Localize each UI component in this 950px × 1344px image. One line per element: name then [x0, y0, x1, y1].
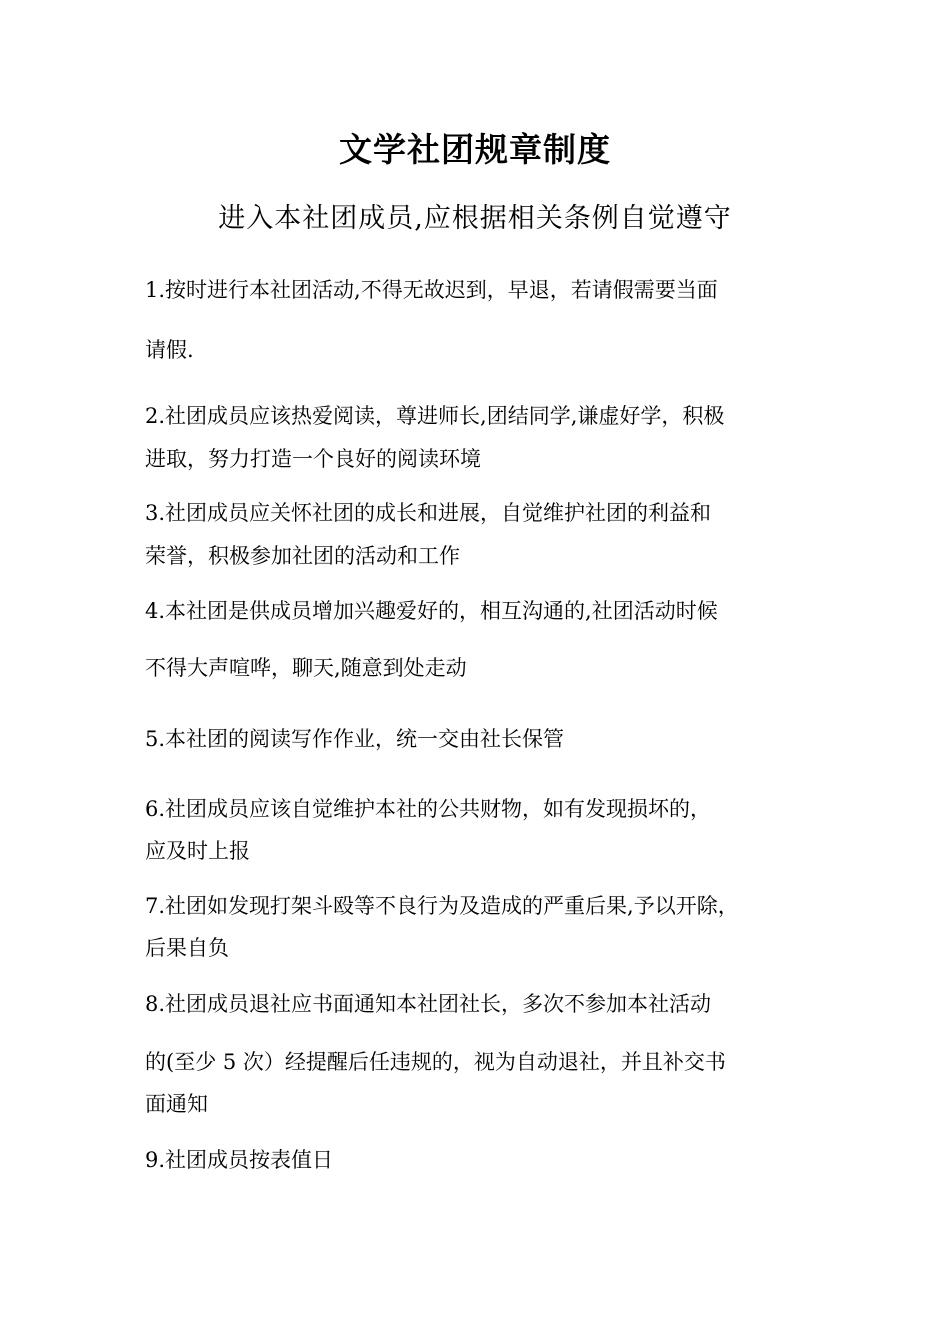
rule-9-line-1: 9.社团成员按表值日 [145, 1148, 334, 1172]
document-subtitle: 进入本社团成员,应根据相关条例自觉遵守 [218, 203, 732, 234]
rule-2-line-2: 进取，努力打造一个良好的阅读环境 [145, 447, 481, 471]
rule-1-line-1: 1.按时进行本社团活动,不得无故迟到，早退，若请假需要当面 [145, 278, 718, 302]
rule-4-line-1: 4.本社团是供成员增加兴趣爱好的，相互沟通的,社团活动时候 [145, 599, 718, 623]
rule-6-line-1: 6.社团成员应该自觉维护本社的公共财物，如有发现损坏的， [145, 797, 712, 821]
rule-7-line-2: 后果自负 [145, 936, 229, 960]
document-title: 文学社团规章制度 [339, 130, 611, 169]
rule-7-line-1: 7.社团如发现打架斗殴等不良行为及造成的严重后果,予以开除， [145, 894, 739, 918]
rule-3-line-1: 3.社团成员应关怀社团的成长和进展，自觉维护社团的利益和 [145, 501, 712, 525]
rule-5-line-1: 5.本社团的阅读写作作业，统一交由社长保管 [145, 727, 565, 751]
rule-4-line-2: 不得大声喧哗，聊天,随意到处走动 [145, 656, 467, 680]
rule-8-line-3: 面通知 [145, 1092, 208, 1116]
rule-8-line-1: 8.社团成员退社应书面通知本社团社长，多次不参加本社活动 [145, 992, 712, 1016]
rule-2-line-1: 2.社团成员应该热爱阅读，尊进师长,团结同学,谦虚好学，积极 [145, 404, 725, 428]
rule-3-line-2: 荣誉，积极参加社团的活动和工作 [145, 544, 460, 568]
rule-6-line-2: 应及时上报 [145, 839, 250, 863]
rule-1-line-2: 请假. [145, 338, 194, 362]
rule-8-line-2: 的(至少 5 次）经提醒后任违规的，视为自动退社，并且补交书 [145, 1050, 726, 1074]
